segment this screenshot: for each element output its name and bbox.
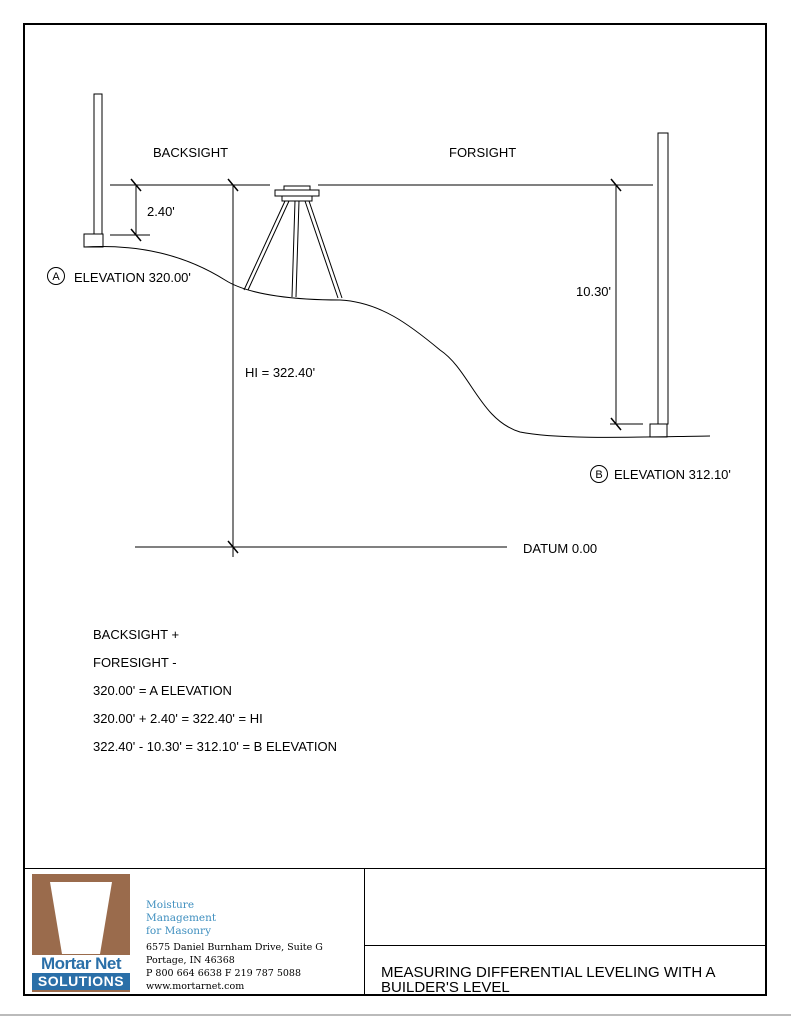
left-rod-base [84, 234, 103, 247]
drawing-title: MEASURING DIFFERENTIAL LEVELING WITH A BUILDER'S LEVEL [381, 964, 715, 996]
address-line: Portage, IN 46368 [146, 955, 235, 966]
title-block-title-border [364, 945, 766, 946]
title-block-divider [364, 868, 365, 995]
point-b-marker: B [590, 465, 608, 483]
address-line: 6575 Daniel Burnham Drive, Suite G [146, 942, 323, 953]
point-a-marker: A [47, 267, 65, 285]
backsight-label: BACKSIGHT [153, 145, 229, 160]
datum-label: DATUM 0.00 [523, 541, 598, 556]
backsight-reading: 2.40' [147, 204, 175, 219]
right-rod [658, 133, 668, 424]
tagline-line: for Masonry [146, 925, 211, 937]
equation-foresight: FORESIGHT - [93, 655, 177, 670]
hi-label: HI = 322.40' [245, 365, 316, 380]
foresight-reading: 10.30' [576, 284, 612, 299]
equation-b-elevation: 322.40' - 10.30' = 312.10' = B ELEVATION [93, 739, 338, 754]
logo-wordmark-line1: Mortar Net [32, 955, 130, 973]
equation-a-elevation: 320.00' = A ELEVATION [93, 683, 232, 698]
logo-wordmark-line2: SOLUTIONS [32, 973, 130, 990]
website-link[interactable]: www.mortarnet.com [146, 981, 245, 992]
forsight-label: FORSIGHT [449, 145, 517, 160]
phone-fax: P 800 664 6638 F 219 787 5088 [146, 968, 302, 979]
equation-hi: 320.00' + 2.40' = 322.40' = HI [93, 711, 263, 726]
right-rod-base [650, 424, 667, 437]
left-rod [94, 94, 102, 234]
tagline-line: Management [146, 912, 217, 924]
title-block-top-border [25, 868, 765, 869]
tagline-line: Moisture [146, 899, 195, 911]
point-a-elevation: ELEVATION 320.00' [74, 270, 191, 285]
builders-level [244, 186, 342, 298]
point-b-elevation: ELEVATION 312.10' [614, 467, 731, 482]
equation-backsight: BACKSIGHT + [93, 627, 180, 642]
